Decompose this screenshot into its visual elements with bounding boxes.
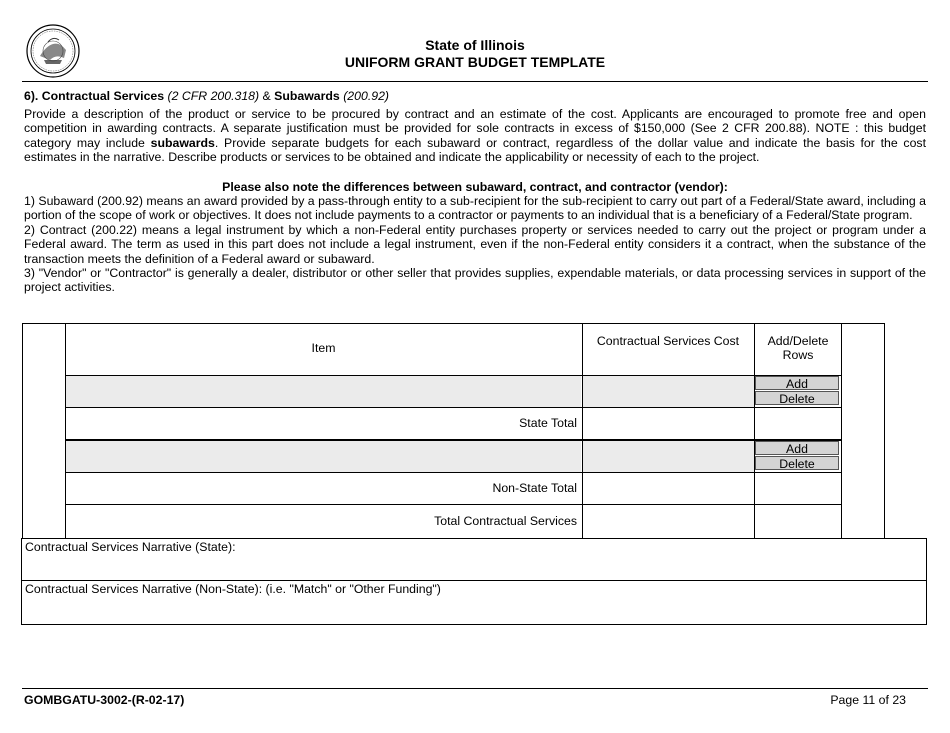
total-contractual-label: Total Contractual Services xyxy=(434,514,577,528)
note-heading: Please also note the differences between subaward, contract, and contractor (vendor): xyxy=(222,180,728,194)
definition-vendor: 3) "Vendor" or "Contractor" is generally a dealer, distributor or other seller that provides supplies, expendable materials, or data processing services in support of the project activities. xyxy=(24,266,926,295)
cost-input-nonstate[interactable] xyxy=(583,441,754,472)
section-description: Provide a description of the product or service to be procured by contract and an estimate of the cost. Applicants are encouraged to promote free and open competition in awarding contracts. A separate justification must be provided for sole contracts in excess of $150,000 (See 2 CFR 200.88). NOTE : this budget category may include subawards. Provide separate budgets for each subaward or contract, regardless of the dollar value and indicate the basis for the cost estimates in the narrative. Describe products or services to be obtained and indicate the applicability or necessity of each to the project. xyxy=(24,107,926,165)
definition-subaward: 1) Subaward (200.92) means an award provided by a pass-through entity to a sub-recipient for the sub-recipient to carry out part of a Federal/State award, including a portion of the scope of work or objectives. It does not include payments to a contractor or payments to an individual that is a beneficiary of a Federal/State program. xyxy=(24,194,926,223)
footer-divider xyxy=(22,688,928,689)
column-header-cost: Contractual Services Cost xyxy=(596,334,740,348)
section-title: 6). Contractual Services xyxy=(24,89,165,103)
delete-row-button-nonstate[interactable]: Delete xyxy=(755,456,839,470)
definitions-list xyxy=(24,194,926,295)
state-name: State of Illinois xyxy=(425,37,525,53)
section-amp: & xyxy=(259,89,275,103)
narrative-label-state: Contractual Services Narrative (State): xyxy=(25,540,236,554)
item-input-state[interactable] xyxy=(66,376,581,407)
section-subtitle: Subawards xyxy=(274,89,340,103)
column-header-add-delete: Add/Delete Rows xyxy=(767,334,829,362)
item-input-nonstate[interactable] xyxy=(66,441,581,472)
definition-contract: 2) Contract (200.22) means a legal instrument by which a non-Federal entity purchases property or services needed to carry out the project or program under a Federal award. The term as used in this part does not include a legal instrument, even if the non-Federal entity considers it a contract, when the substance of the transaction meets the definition of a Federal award or subaward. xyxy=(24,222,926,266)
page-title: UNIFORM GRANT BUDGET TEMPLATE xyxy=(344,54,606,70)
section-cfr: (2 CFR 200.318) xyxy=(167,89,260,103)
delete-row-button-state[interactable]: Delete xyxy=(755,391,839,405)
add-row-button-state[interactable]: Add xyxy=(755,376,839,390)
nonstate-total-label: Non-State Total xyxy=(492,481,577,495)
cost-input-state[interactable] xyxy=(583,376,754,407)
header-divider xyxy=(22,81,928,82)
page-number: Page 11 of 23 xyxy=(830,693,906,707)
column-header-item: Item xyxy=(311,341,336,355)
add-row-button-nonstate[interactable]: Add xyxy=(755,441,839,455)
section-subtitle-cfr: (200.92) xyxy=(343,89,390,103)
narrative-label-nonstate: Contractual Services Narrative (Non-State): (i.e. "Match" or "Other Funding") xyxy=(25,582,441,596)
form-id: GOMBGATU-3002-(R-02-17) xyxy=(24,693,185,707)
section-heading xyxy=(24,89,389,103)
state-total-label: State Total xyxy=(519,416,577,430)
